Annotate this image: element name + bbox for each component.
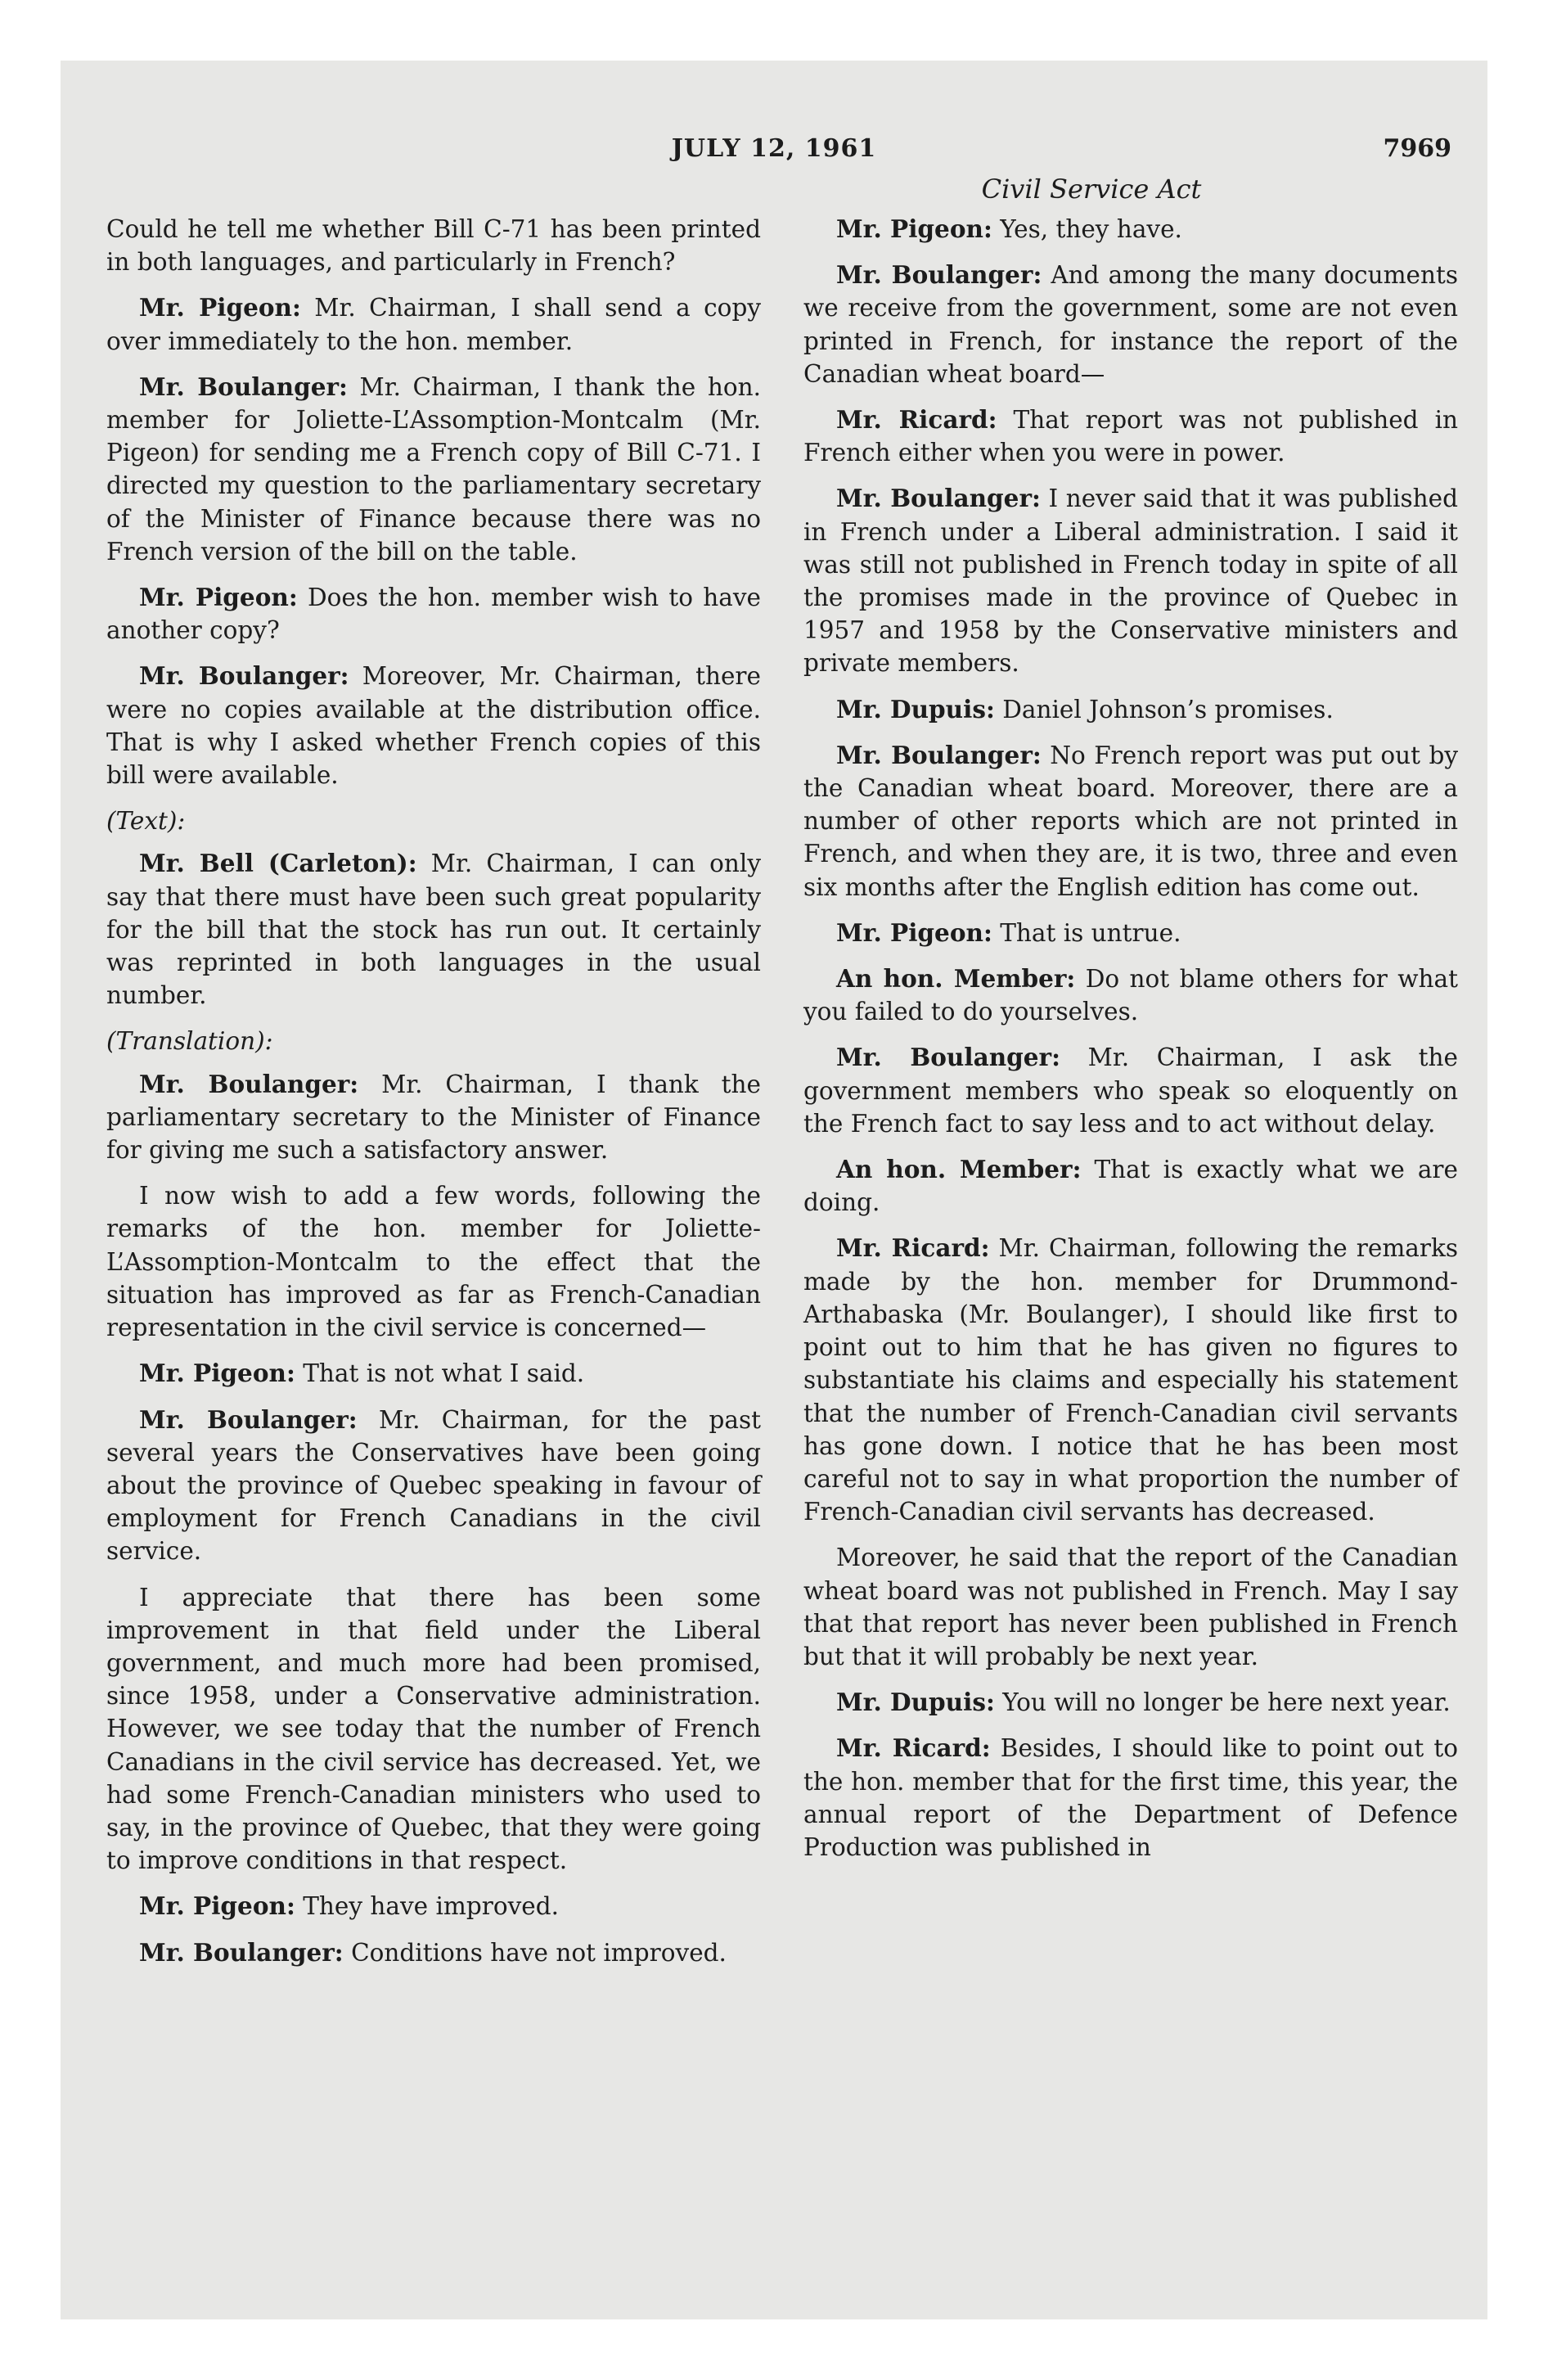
paragraph xyxy=(106,1581,761,1877)
speaker-name: Mr. Boulanger: xyxy=(836,1043,1060,1072)
speaker-name: Mr. Dupuis: xyxy=(836,1688,995,1717)
paragraph xyxy=(803,213,1458,246)
speech-text: That is not what I said. xyxy=(303,1359,585,1388)
header-date: JULY 12, 1961 xyxy=(671,134,877,163)
speech-text: No French report was put out by the Canadian wheat board. Moreover, there are a number of other reports which are not printed in French, and when they are, it is two, three and even six months after the English edition has come out. xyxy=(803,741,1458,901)
speech-text: I now wish to add a few words, following the remarks of the hon. member for Joliette-L’Assomption-Montcalm to the effect that the situation has improved as far as French-Canadian representation in the civil service is concerned— xyxy=(106,1182,761,1342)
page-scan xyxy=(61,61,1487,2319)
speech-text: And among the many documents we receive from the government, some are not even printed in French, for instance the report of the Canadian wheat board— xyxy=(803,261,1458,388)
speaker-name: Mr. Boulanger: xyxy=(139,1937,344,1967)
speech-text: Mr. Chairman, following the remarks made by the hon. member for Drummond-Arthabaska (Mr. Boulanger), I should like first to point out to him that he has given no figures to substantiate his claims and especially his statement that the number of French-Canadian civil servants has gone down. I notice that he has been most careful not to say in what proportion the number of French-Canadian civil servants has decreased. xyxy=(803,1234,1458,1526)
paragraph xyxy=(106,847,761,1012)
page-number: 7969 xyxy=(1383,134,1451,163)
speech-text: I never said that it was published in French under a Liberal administration. I said it was still not published in French today in spite of all the promises made in the province of Quebec in 1957 and 1958 by the Conservative ministers and private members. xyxy=(803,485,1458,678)
speaker-name: Mr. Ricard: xyxy=(836,405,997,435)
paragraph xyxy=(106,213,761,278)
speech-text: Do not blame others for what you failed to do yourselves. xyxy=(803,965,1458,1026)
paragraph xyxy=(803,962,1458,1028)
speaker-name: Mr. Pigeon: xyxy=(139,1359,295,1388)
paragraph xyxy=(106,1357,761,1390)
section-note: (Text): xyxy=(106,807,186,836)
speech-text: Moreover, he said that the report of the Canadian wheat board was not published in French. May I say that that report has never been published in French but that it will probably be next year. xyxy=(803,1544,1458,1670)
paragraph xyxy=(106,581,761,647)
paragraph xyxy=(106,1404,761,1568)
speaker-name: Mr. Ricard: xyxy=(836,1733,991,1763)
speaker-name: An hon. Member: xyxy=(836,1155,1082,1184)
paragraph xyxy=(106,371,761,568)
speaker-name: Mr. Boulanger: xyxy=(836,484,1041,513)
speech-text: Mr. Chairman, I ask the government members who speak so eloquently on the French fact to say less and to act without delay. xyxy=(803,1044,1458,1138)
left-column xyxy=(106,213,761,1982)
speaker-name: Mr. Boulanger: xyxy=(139,1069,359,1098)
speech-text: Mr. Chairman, I thank the hon. member for Joliette-L’Assomption-Montcalm (Mr. Pigeon) for sending me a French copy of Bill C-71. I directed my question to the parliamentary secretary of the Minister of Finance because there was no French version of the bill on the table. xyxy=(106,372,761,566)
right-column xyxy=(803,213,1458,1877)
speech-text: Mr. Chairman, for the past several years the Conservatives have been going about the province of Quebec speaking in favour of employment for French Canadians in the civil service. xyxy=(106,1405,761,1566)
paragraph xyxy=(803,482,1458,679)
paragraph xyxy=(803,917,1458,949)
speaker-name: Mr. Pigeon: xyxy=(836,214,992,243)
speaker-name: Mr. Pigeon: xyxy=(139,1891,295,1921)
speaker-name: Mr. Bell (Carleton): xyxy=(139,849,417,878)
speech-text: Mr. Chairman, I can only say that there must have been such great popularity for the bill that the stock has run out. It certainly was reprinted in both languages in the usual number. xyxy=(106,850,761,1010)
paragraph xyxy=(106,1179,761,1344)
speech-text: That is exactly what we are doing. xyxy=(803,1156,1458,1217)
paragraph xyxy=(803,739,1458,904)
speech-text: Mr. Chairman, I shall send a copy over immediately to the hon. member. xyxy=(106,294,761,355)
speaker-name: Mr. Boulanger: xyxy=(836,740,1042,769)
speech-text: Conditions have not improved. xyxy=(351,1938,727,1967)
speaker-name: Mr. Pigeon: xyxy=(139,293,301,322)
speech-text: That is untrue. xyxy=(1000,918,1181,947)
speaker-name: An hon. Member: xyxy=(836,964,1076,994)
speech-text: That report was not published in French either when you were in power. xyxy=(803,406,1459,467)
speech-text: You will no longer be here next year. xyxy=(1002,1688,1451,1717)
speech-text: Besides, I should like to point out to the hon. member that for the first time, this year, the annual report of the Department of Defence Production was published in xyxy=(803,1734,1459,1861)
paragraph xyxy=(106,1068,761,1167)
speech-text: I appreciate that there has been some improvement in that field under the Liberal government, and much more had been promised, since 1958, under a Conservative administration. However, we see today that the number of French Canadians in the civil service has decreased. Yet, we had some French-Canadian ministers who used to say, in the province of Quebec, that they were going to improve conditions in that respect. xyxy=(106,1583,761,1875)
speech-text: Does the hon. member wish to have another copy? xyxy=(106,584,761,645)
paragraph xyxy=(803,1541,1458,1673)
paragraph xyxy=(106,660,761,791)
paragraph xyxy=(106,291,761,357)
speech-text: Daniel Johnson’s promises. xyxy=(1002,695,1334,723)
paragraph xyxy=(803,693,1458,726)
speaker-name: Mr. Boulanger: xyxy=(139,372,348,401)
paragraph xyxy=(803,1732,1458,1864)
speech-text: Could he tell me whether Bill C-71 has been printed in both languages, and particularly in French? xyxy=(106,215,761,277)
section-title: Civil Service Act xyxy=(981,174,1202,205)
speaker-name: Mr. Ricard: xyxy=(836,1233,990,1263)
paragraph xyxy=(803,403,1458,469)
paragraph xyxy=(106,1890,761,1922)
speaker-name: Mr. Boulanger: xyxy=(139,661,349,691)
section-note: (Translation): xyxy=(106,1027,273,1056)
speaker-name: Mr. Pigeon: xyxy=(139,583,298,612)
speaker-name: Mr. Pigeon: xyxy=(836,917,992,947)
speaker-name: Mr. Boulanger: xyxy=(139,1404,358,1434)
speaker-name: Mr. Boulanger: xyxy=(836,260,1042,290)
speech-text: Yes, they have. xyxy=(1000,215,1182,243)
speech-text: They have improved. xyxy=(303,1892,560,1921)
paragraph xyxy=(803,259,1458,390)
paragraph xyxy=(803,1232,1458,1528)
paragraph xyxy=(803,1041,1458,1140)
speaker-name: Mr. Dupuis: xyxy=(836,694,995,723)
paragraph xyxy=(803,1686,1458,1719)
paragraph xyxy=(106,1936,761,1969)
speech-text: Moreover, Mr. Chairman, there were no copies available at the distribution office. That is why I asked whether French copies of this bill were available. xyxy=(106,662,761,790)
paragraph xyxy=(803,1153,1458,1219)
speech-text: Mr. Chairman, I thank the parliamentary secretary to the Minister of Finance for giving me such a satisfactory answer. xyxy=(106,1070,761,1165)
